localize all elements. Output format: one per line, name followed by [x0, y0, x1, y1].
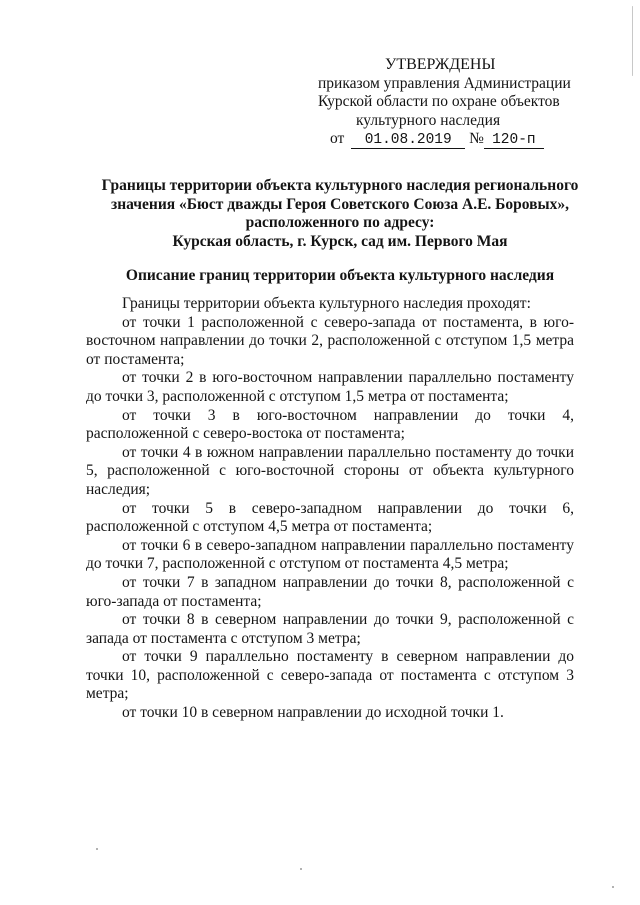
- order-number: 120-п: [484, 133, 544, 149]
- scan-speck: [96, 848, 98, 850]
- boundary-item: от точки 6 в северо-западном направлении параллельно постаменту до точки 7, расположенной с отступом от постамента 4,5 метра;: [86, 536, 574, 573]
- scan-speck: [612, 886, 614, 888]
- order-date: 01.08.2019: [351, 133, 465, 149]
- boundary-item: от точки 10 в северном направлении до исходной точки 1.: [122, 704, 504, 722]
- boundary-item: от точки 2 в юго-восточном направлении параллельно постаменту до точки 3, расположенной с отступом 1,5 метра от постамента;: [86, 369, 574, 405]
- boundary-item: от точки 8 в северном направлении до точки 9, расположенной с запада от постамента с отступом 3 метра;: [86, 611, 574, 647]
- from-label: от: [330, 129, 345, 147]
- boundary-item: от точки 4 в южном направлении параллельно постаменту до точки 5, расположенной с юго-восточной стороны от объекта культурного наследия;: [86, 443, 574, 498]
- number-label: №: [469, 129, 484, 147]
- approval-date-row: [318, 130, 618, 149]
- title-line-3: расположенного по адресу:: [245, 214, 435, 231]
- boundary-item: от точки 5 в северо-западном направлении до точки 6, расположенной с отступом 4,5 метра от постамента;: [86, 499, 574, 536]
- title-line-2: значения «Бюст дважды Героя Советского Союза А.Е. Боровых»,: [110, 195, 570, 213]
- boundary-item: от точки 1 расположенной с северо-запада от постамента, в юго-восточном направлении до точки 2, расположенной с отступом 1,5 метра от постамента;: [86, 313, 574, 368]
- boundary-item: от точки 9 параллельно постаменту в северном направлении до точки 10, расположенной с северо-запада от постамента с отступом 3 метра;: [86, 648, 574, 703]
- title-line-4: Курская область, г. Курск, сад им. Первого Мая: [172, 232, 508, 250]
- approval-line-2: Курской области по охране объектов: [318, 93, 560, 111]
- approval-block: [318, 56, 618, 149]
- scan-edge-mark: [632, 6, 633, 76]
- approval-line-1: приказом управления Администрации: [318, 75, 571, 93]
- title-line-1: Границы территории объекта культурного наследия регионального: [101, 177, 579, 194]
- boundary-item: от точки 7 в западном направлении до точки 8, расположенной с юго-запада от постамента;: [86, 573, 574, 610]
- boundary-description: [86, 295, 574, 723]
- boundary-item: от точки 3 в юго-восточном направлении до точки 4, расположенной с северо-востока от постамента;: [86, 406, 574, 443]
- document-title: [80, 177, 600, 286]
- scan-speck: [300, 868, 302, 870]
- approval-heading: УТВЕРЖДЕНЫ: [385, 56, 496, 73]
- approval-line-3: культурного наследия: [356, 111, 501, 129]
- section-subtitle: Описание границ территории объекта культурного наследия: [125, 267, 555, 284]
- intro-paragraph: Границы территории объекта культурного наследия проходят:: [122, 295, 531, 312]
